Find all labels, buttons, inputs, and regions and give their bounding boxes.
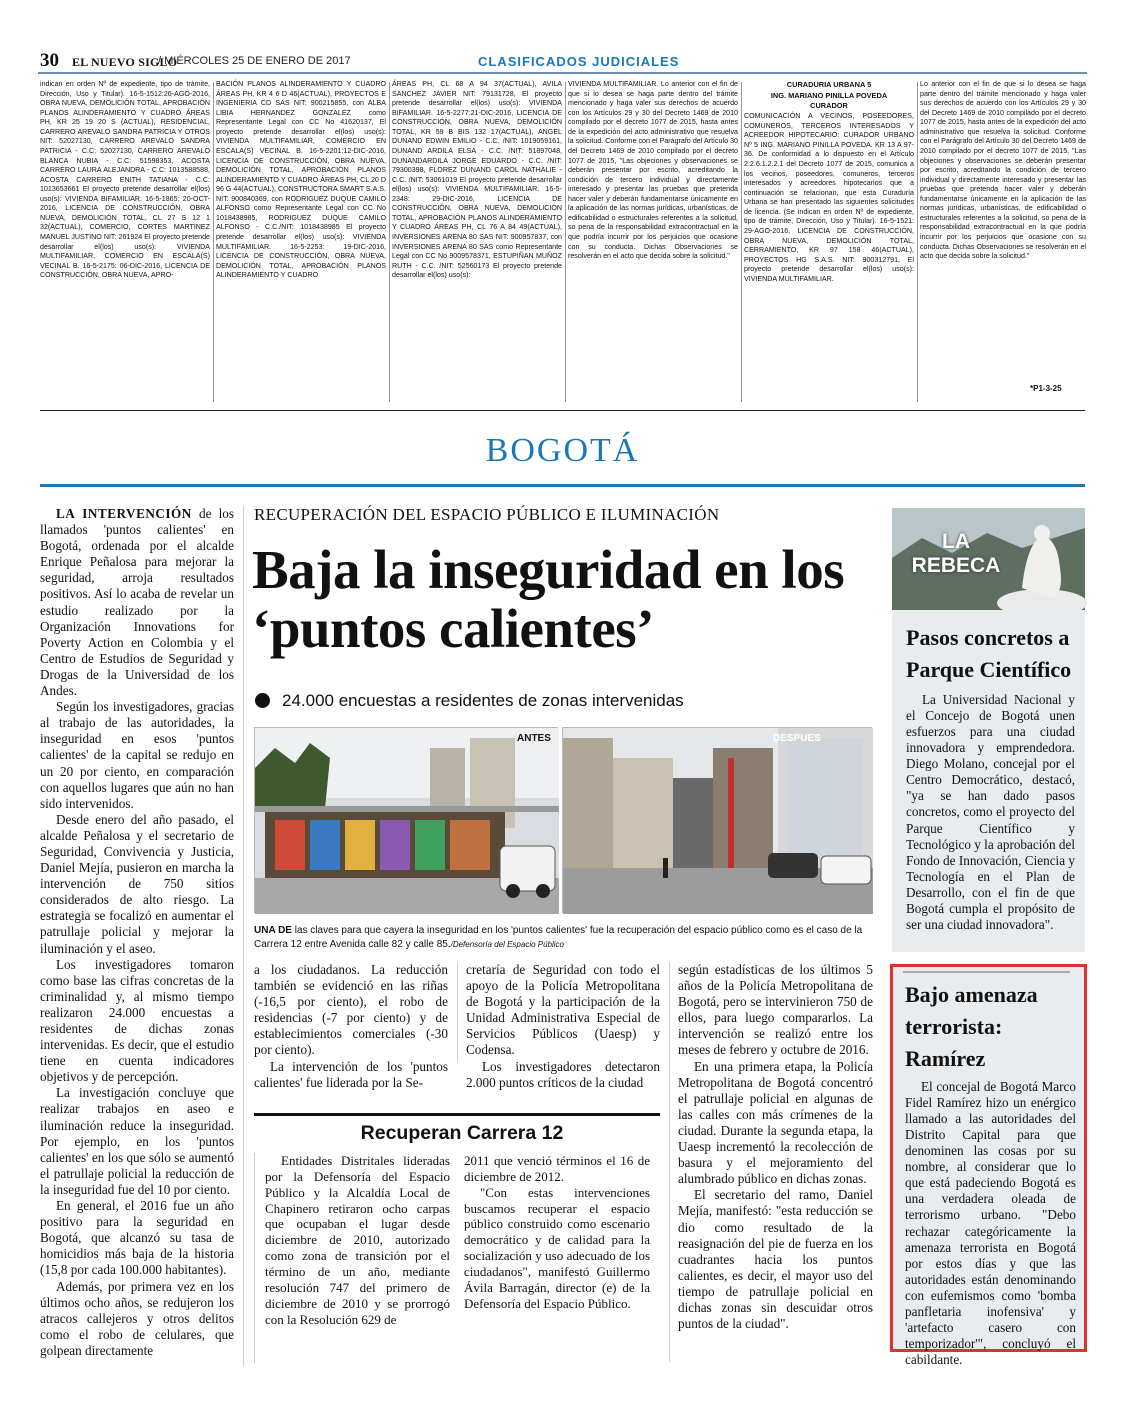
paragraph: La Universidad Nacional y el Concejo de Bogotá unen esfuerzos para una ciudad innovadora y emprendedora. Diego Molano, concejal por el Centro Democrático, destacó, "ya se han dado pasos concretos, como el proyecto del Parque Científico y Tecnológico y la aprobación del Fondo de Innovación, Ciencia y Tecnología en el Plan de Desarrollo, con el fin de que Bogotá cumpla el propósito de ser una ciudad innovadora". <box>906 691 1075 933</box>
paragraph: La investigación concluye que realizar trabajos en aseo e iluminación reduce la inseguridad. Por ejemplo, en los 'puntos calientes' en los que sólo se aumentó el patrullaje policial la reducción de la inseguridad fue del 10 por ciento. <box>40 1085 234 1197</box>
curaduria-role: CURADOR <box>810 101 848 111</box>
paragraph: Además, por primera vez en los últimos ocho años, se redujeron los atracos callejeros y otros delitos como el robo de celulares, que golpean directamente <box>40 1278 234 1358</box>
lead-in: LA INTERVENCIÓN <box>56 506 192 521</box>
before-label: ANTES <box>517 733 551 744</box>
classifieds-bottom-rule <box>40 410 1085 411</box>
paragraph: "Con estas intervenciones buscamos recuperar el espacio público construido como escenario democrático y de calidad para la socialización y uso adecuado de los ciudadanos", manifestó Guillermo Ávila Barragán, director (e) de la Defensoría del Espacio Público. <box>464 1184 650 1311</box>
sidebar-news-1 <box>892 610 1085 952</box>
after-label: DESPUES <box>773 733 821 744</box>
headline: Baja la inseguridad en los ‘puntos calientes’ <box>252 539 845 659</box>
paragraph: según estadísticas de los últimos 5 años de la Policía Metropolitana de Bogotá, pero se intervinieron 750 de ellos, para luego compararlos. La intervención se realizó entre los meses de febrero y octubre de 2016. <box>678 962 873 1058</box>
caption-lead: UNA DE <box>254 925 292 936</box>
article-column-4 <box>678 962 873 1362</box>
box-title: Recuperan Carrera 12 <box>360 1122 564 1144</box>
paragraph: 2011 que venció términos el 16 de diciembre de 2012. <box>464 1153 650 1184</box>
kicker: RECUPERACIÓN DEL ESPACIO PÚBLICO E ILUMINACIÓN <box>254 505 720 524</box>
paragraph: Según los investigadores, gracias al trabajo de las autoridades, la inseguridad en esos 'puntos calientes' de la capital se redujo en un 20 por ciento, en comparación con aquellos lugares que aún no han sido intervenidos. <box>40 699 234 811</box>
photo-after <box>562 727 872 913</box>
paragraph: En una primera etapa, la Policía Metropolitana de Bogotá concentró el patrullaje policial en algunas de las calles con más crímenes de la ciudad. Durante la segunda etapa, la Uaesp incrementó la recolección de basura y el mejoramiento del alumbrado público en dichas zonas. <box>678 1058 873 1187</box>
issue-date: / MIÉRCOLES 25 DE ENERO DE 2017 <box>158 55 351 67</box>
article-left-column <box>40 506 234 1366</box>
paragraph: El secretario del ramo, Daniel Mejía, manifestó: "esta reducción se dio como resultado de la reasignación del pie de fuerza en los cuadrantes hacia los puntos calientes, es decir, el mayor uso del tiempo de patrullaje policial en dichas zonas sin descuidar otros puntos de la ciudad". <box>678 1187 873 1332</box>
paragraph: a los ciudadanos. La reducción también se evidenció en las riñas (-16,5 por ciento), el robo de residencias (-7 por ciento) y de establecimientos comerciales (-30 por ciento). <box>254 962 448 1058</box>
la-rebeca-label: LA REBECA <box>911 530 1001 578</box>
column-divider <box>565 82 566 402</box>
newspaper-name: EL NUEVO SIGLO <box>72 55 178 69</box>
ad-code: *P1-3-25 <box>1030 384 1062 393</box>
column-divider <box>213 82 214 402</box>
paragraph: cretaría de Seguridad con todo el apoyo de la Policía Metropolitana de Bogotá y la participación de la Unidad Administrativa Especial de Servicios Públicos (Uaesp) y Codensa. <box>466 962 660 1058</box>
box-top-rule <box>254 1113 660 1116</box>
column-divider <box>389 82 390 402</box>
classified-column-4: VIVIENDA MULTIFAMILIAR. Lo anterior con el fin de que si lo desea se haga parte dentro del trámite mencionado y haga valer sus derechos de acuerdo con los Artículos 29 y 30 del Decreto 1469 de 2010 compilado por el decreto 1077 de 2015, hasta antes de la expedición del acto administrativo que resuelva la solicitud. Conforme con el Parágrafo del Artículo 30 del Decreto 1469 de 2010 compilado por el decreto 1077 de 2015, "Las objeciones y observaciones se deberán presentar por escrito, acreditando la condición de tercero individual y directamente interesado y presentar las pruebas que pretenda hacer valer y deberán fundamentarse únicamente en la aplicación de las normas jurídicas, urbanísticas, de edificabilidad o estructurales referentes a la solicitud, so pena de la responsabilidad extracontractual en la que podría incurrir por los perjuicios que ocasione con su conducta. Dichas Observaciones se resolverán en el acto que decida sobre la solicitud." <box>568 80 738 261</box>
subheadline: 24.000 encuestas a residentes de zonas intervenidas <box>282 691 684 710</box>
section-title-bar <box>40 484 1085 487</box>
paragraph: El concejal de Bogotá Marco Fidel Ramírez hizo un enérgico llamado a las autoridades del Distrito Capital para que denominen las cosas por su nombre, al considerar que lo que está padeciendo Bogotá es una verdadera oleada de terrorismo urbano. "Debo rechazar categóricamente la amenaza terrorista en Bogotá por estos días y que las autoridades están denominando con eufemismos como 'bomba panfletaria inofensiva' y 'artefacto casero con temporizador'", concluyó el cabildante. <box>905 1078 1076 1368</box>
column-divider <box>741 82 742 402</box>
photo-before <box>254 727 558 913</box>
column-divider <box>669 962 670 1362</box>
la-rebeca-banner <box>892 508 1085 610</box>
cleared-street-image <box>563 728 873 914</box>
paragraph: de los llamados 'puntos calientes' en Bogotá, ordenada por el alcalde Enrique Peñalosa para mejorar la seguridad, arroja resultados positivos. Así lo acaba de revelar un estudio realizado por la Organización Innovations for Poverty Action en Colombia y el Centro de Estudios de Seguridad y Drogas de la Universidad de los Andes. <box>40 506 234 699</box>
classified-column-3: ÁREAS PH, CL 68 A 94 37(ACTUAL), AVILA SANCHEZ JAVIER NIT: 79131728, El proyecto pretende desarrollar el(los) uso(s): VIVIENDA BIFAMILIAR. 16-5-2277:21-DIC-2016, LICENCIA DE CONSTRUCCIÓN, OBRA NUEVA, DEMOLICIÓN TOTAL, KR 59 B BIS 132 17(ACTUAL), ANGEL DUNAND EDWIN EMILIO - C.C. /NIT: 1019059161, DUNAND ARDILA ELSA - C.C. /NIT: 51897048, DUNANDARDILA JORGE EDUARDO - C.C. /NIT: 79300398, FLOREZ DUNAND CAROL NATHALIE - C.C. /NIT: 53061019 El proyecto pretende desarrollar el(los) uso(s): VIVIENDA MULTIFAMILIAR. 16-5-2348: 29-DIC-2016, LICENCIA DE CONSTRUCCIÓN, OBRA NUEVA, DEMOLICIÓN TOTAL, APROBACIÓN PLANOS ALINDERAMIENTO Y CUADRO ÁREAS PH, CL 76 A 84 49(ACTUAL), INVERSIONES ARENA 80 SAS NIT: 900957837, con INVERSIONES ARENA 80 SAS como Representante Legal con CC No 9009578371, ESTUPIÑAN MUÑOZ RUTH - C.C. /NIT: 52560173 El proyecto pretende desarrollar el(los) uso(s): <box>392 80 562 280</box>
curaduria-title: CURADURIA URBANA 5 <box>786 80 872 89</box>
sidebar-news-2 <box>890 964 1087 1368</box>
sidebar-text-1 <box>892 686 1085 933</box>
paragraph: Entidades Distritales lideradas por la Defensoría del Espacio Público y la Alcaldía Local de Chapinero retiraron ocho carpas que ocupaban el lugar desde diciembre de 2010, autorizado como zona de transición por el término de un año, mediante resolución 747 del primero de diciembre de 2010 y se prorrogó con la Resolución 629 de <box>265 1153 450 1327</box>
column-divider <box>917 82 918 402</box>
bullet-icon <box>255 693 270 708</box>
caption-text: las claves para que cayera la inseguridad en los 'puntos calientes' fue la recuperación del espacio público como es el caso de la Carrera 12 entre Avenida calle 82 y calle 85. <box>254 925 863 950</box>
curaduria-name: ING. MARIANO PINILLA POVEDA <box>770 90 888 100</box>
header-rule <box>38 72 1087 74</box>
article-column-3 <box>466 962 660 1090</box>
section-title: BOGOTÁ <box>485 432 640 469</box>
page-number: 30 <box>40 50 59 71</box>
paragraph: Los investigadores detectaron 2.000 puntos críticos de la ciudad <box>466 1058 660 1090</box>
box-column-2 <box>464 1153 650 1363</box>
paragraph: Los investigadores tomaron como base las cifras concretas de la criminalidad y, al mismo tiempo realizaron 24.000 encuestas a residentes de dichas zonas intervenidas. Es decir, que el estudio tiene en cuenta indicadores objetivos y de percepción. <box>40 956 234 1085</box>
classified-column-1: indican en orden Nº de expediente, tipo de trámite, Dirección, Uso y Titular). 16-5-1512:26-AGO-2016, OBRA NUEVA, DEMOLICIÓN TOTAL, APROBACIÓN PLANOS ALINDERAMIENTO Y CUADRO ÁREAS PH, KR 25 19 20 S (ACTUAL), RESIDENCIAL, CARRERO AREVALO SANDRA PATRICIA Y OTROS NIT: 52027130, CARRERO AREVALO SANDRA PATRICIA - C.C: 52027130, CARRERO AREVALO BLANCA NUBIA - C.C: 51598353, ACOSTA CARRERO LAURA ALEJANDRA - C.C: 1013588588, ACOSTA CARRERO ENITH TATIANA - C.C: 1013653661 El proyecto pretende desarrollar el(los) uso(s): VIVIENDA BIFAMILIAR. 16-5-1865: 20-OCT-2016, LICENCIA DE CONSTRUCCIÓN, OBRA NUEVA, DEMOLICIÓN TOTAL, CL 27 S 12 1 32(ACTUAL), COMERCIO, CORTES MARTINEZ MANUEL JUSTINO NIT: 261924 El proyecto pretende desarrollar el(los) uso(s): VIVIENDA MULTIFAMILIAR, COMERCIO EN ESCALA(S) VECINAL B. 16-5-2175: 06-DIC-2016, LICENCIA DE CONSTRUCCIÓN, OBRA NUEVA, APRO- <box>40 80 210 280</box>
photo-credit: /Defensoría del Espacio Público <box>450 939 565 949</box>
sidebar-text-2 <box>893 1075 1084 1368</box>
paragraph: En general, el 2016 fue un año positivo para la seguridad en Bogotá, que alcanzó su tasa de homicidios más baja de la historia (15,8 por cada 100.000 habitantes). <box>40 1198 234 1278</box>
curaduria-text: COMUNICACIÓN A VECINOS, POSEEDORES, COMUNEROS, TERCEROS INTERESADOS Y ACREEDOR HIPOTECARIO: CURADOR URBANO Nº 5 ING. MARIANO PINILLA POVEDA. KR 13 A 97-36. De conformidad a lo dispuesto en el Artículo 2.2.6.1.2.2.1 del Decreto 1077 de 2015, comunica a los vecinos, poseedores, comuneros, terceros interesados y acreedores hipotecarios que a continuación se relacionan, que esta Curaduría Urbana se han presentado las siguientes solicitudes de licencia. (Se indican en orden Nº de expediente, tipo de trámite, Dirección, Uso y Titular). 16-5-1521: 29-AGO-2016, LICENCIA DE CONSTRUCCIÓN, OBRA NUEVA, DEMOLICIÓN TOTAL, CERRAMIENTO, KR 97 158 46(ACTUAL), PROYECTOS HG S.A.S. NIT: 900312791, El proyecto pretende desarrollar el(los) uso(s): VIVIENDA MULTIFAMILIAR. <box>744 112 914 283</box>
classified-column-2: BACIÓN PLANOS ALINDERAMIENTO Y CUADRO ÁREAS PH, KR 4 6 D 46(ACTUAL), PROYECTOS E INGENIERIA CD SAS NIT: 900215855, con ALBA LIBIA HERNANDEZ GONZALEZ como Representante Legal con CC No 41620137, El proyecto pretende desarrollar el(los) uso(s): VIVIENDA MULTIFAMILIAR, COMERCIO EN ESCALA(S) VECINAL B. 16-5-2201:12-DIC-2016, LICENCIA DE CONSTRUCCIÓN, OBRA NUEVA, DEMOLICIÓN TOTAL, APROBACIÓN PLANOS ALINDERAMIENTO Y CUADRO ÁREAS PH, CL 20 D 96 G 44(ACTUAL), CONSTRUCTORA SMART S.A.S. NIT: 900840369, con RODRIGUEZ DUQUE CAMILO ALFONSO como Representante Legal con CC No 1018438985, RODRIGUEZ DUQUE CAMILO ALFONSO - C.C./NIT: 1018438985 El proyecto pretende desarrollar el(los) uso(s): VIVIENDA MULTIFAMILIAR. 16-5-2253: 19-DIC-2016, LICENCIA DE CONSTRUCCIÓN, OBRA NUEVA, DEMOLICIÓN TOTAL, APROBACIÓN PLANOS ALINDERAMIENTO Y CUADRO <box>216 80 386 280</box>
column-divider <box>243 506 244 1366</box>
paragraph: Desde enero del año pasado, el alcalde Peñalosa y el secretario de Seguridad, Convivencia y Justicia, Daniel Mejía, pusieron en marcha la intervención de 750 sitios considerados de alto riesgo. La estrategia se focalizó en aumentar el patrullaje policial y mejorar la iluminación y el aseo. <box>40 811 234 956</box>
sidebar-box <box>254 1113 660 1363</box>
section-name: CLASIFICADOS JUDICIALES <box>478 54 680 69</box>
sidebar-title-1: Pasos concretos a Parque Científico <box>906 625 1072 682</box>
column-divider <box>457 962 458 1062</box>
paragraph: La intervención de los 'puntos calientes' fue liderada por la Se- <box>254 1058 448 1090</box>
photo-caption <box>254 924 876 952</box>
sidebar-title-2: Bajo amenaza terrorista: Ramírez <box>905 982 1038 1071</box>
classified-column-6: Lo anterior con el fin de que si lo desea se haga parte dentro del trámite mencionado y haga valer sus derechos de acuerdo con los Artículos 29 y 30 del Decreto 1469 de 2010 compilado por el decreto 1077 de 2015, hasta antes de la expedición del acto administrativo que resuelva la solicitud. Conforme con el Parágrafo del Artículo 30 del Decreto 1469 de 2010 compilado por el decreto 1077 de 2015, "Las objeciones y observaciones se deberán presentar por escrito, acreditando la condición de tercero individual y directamente interesado y presentar las pruebas que pretenda hacer valer y deberán fundamentarse únicamente en la aplicación de las normas jurídicas, urbanísticas, de edificabilidad o estructurales referentes a la solicitud, so pena de la responsabilidad extracontractual en la que podría incurrir por los perjuicios que ocasione con su conducta. Dichas Observaciones se resolverán en el acto que decida sobre la solicitud." <box>920 80 1086 261</box>
market-stalls-image <box>255 728 559 914</box>
article-column-2 <box>254 962 448 1090</box>
classified-column-5 <box>744 80 914 405</box>
box-column-1 <box>254 1153 450 1363</box>
